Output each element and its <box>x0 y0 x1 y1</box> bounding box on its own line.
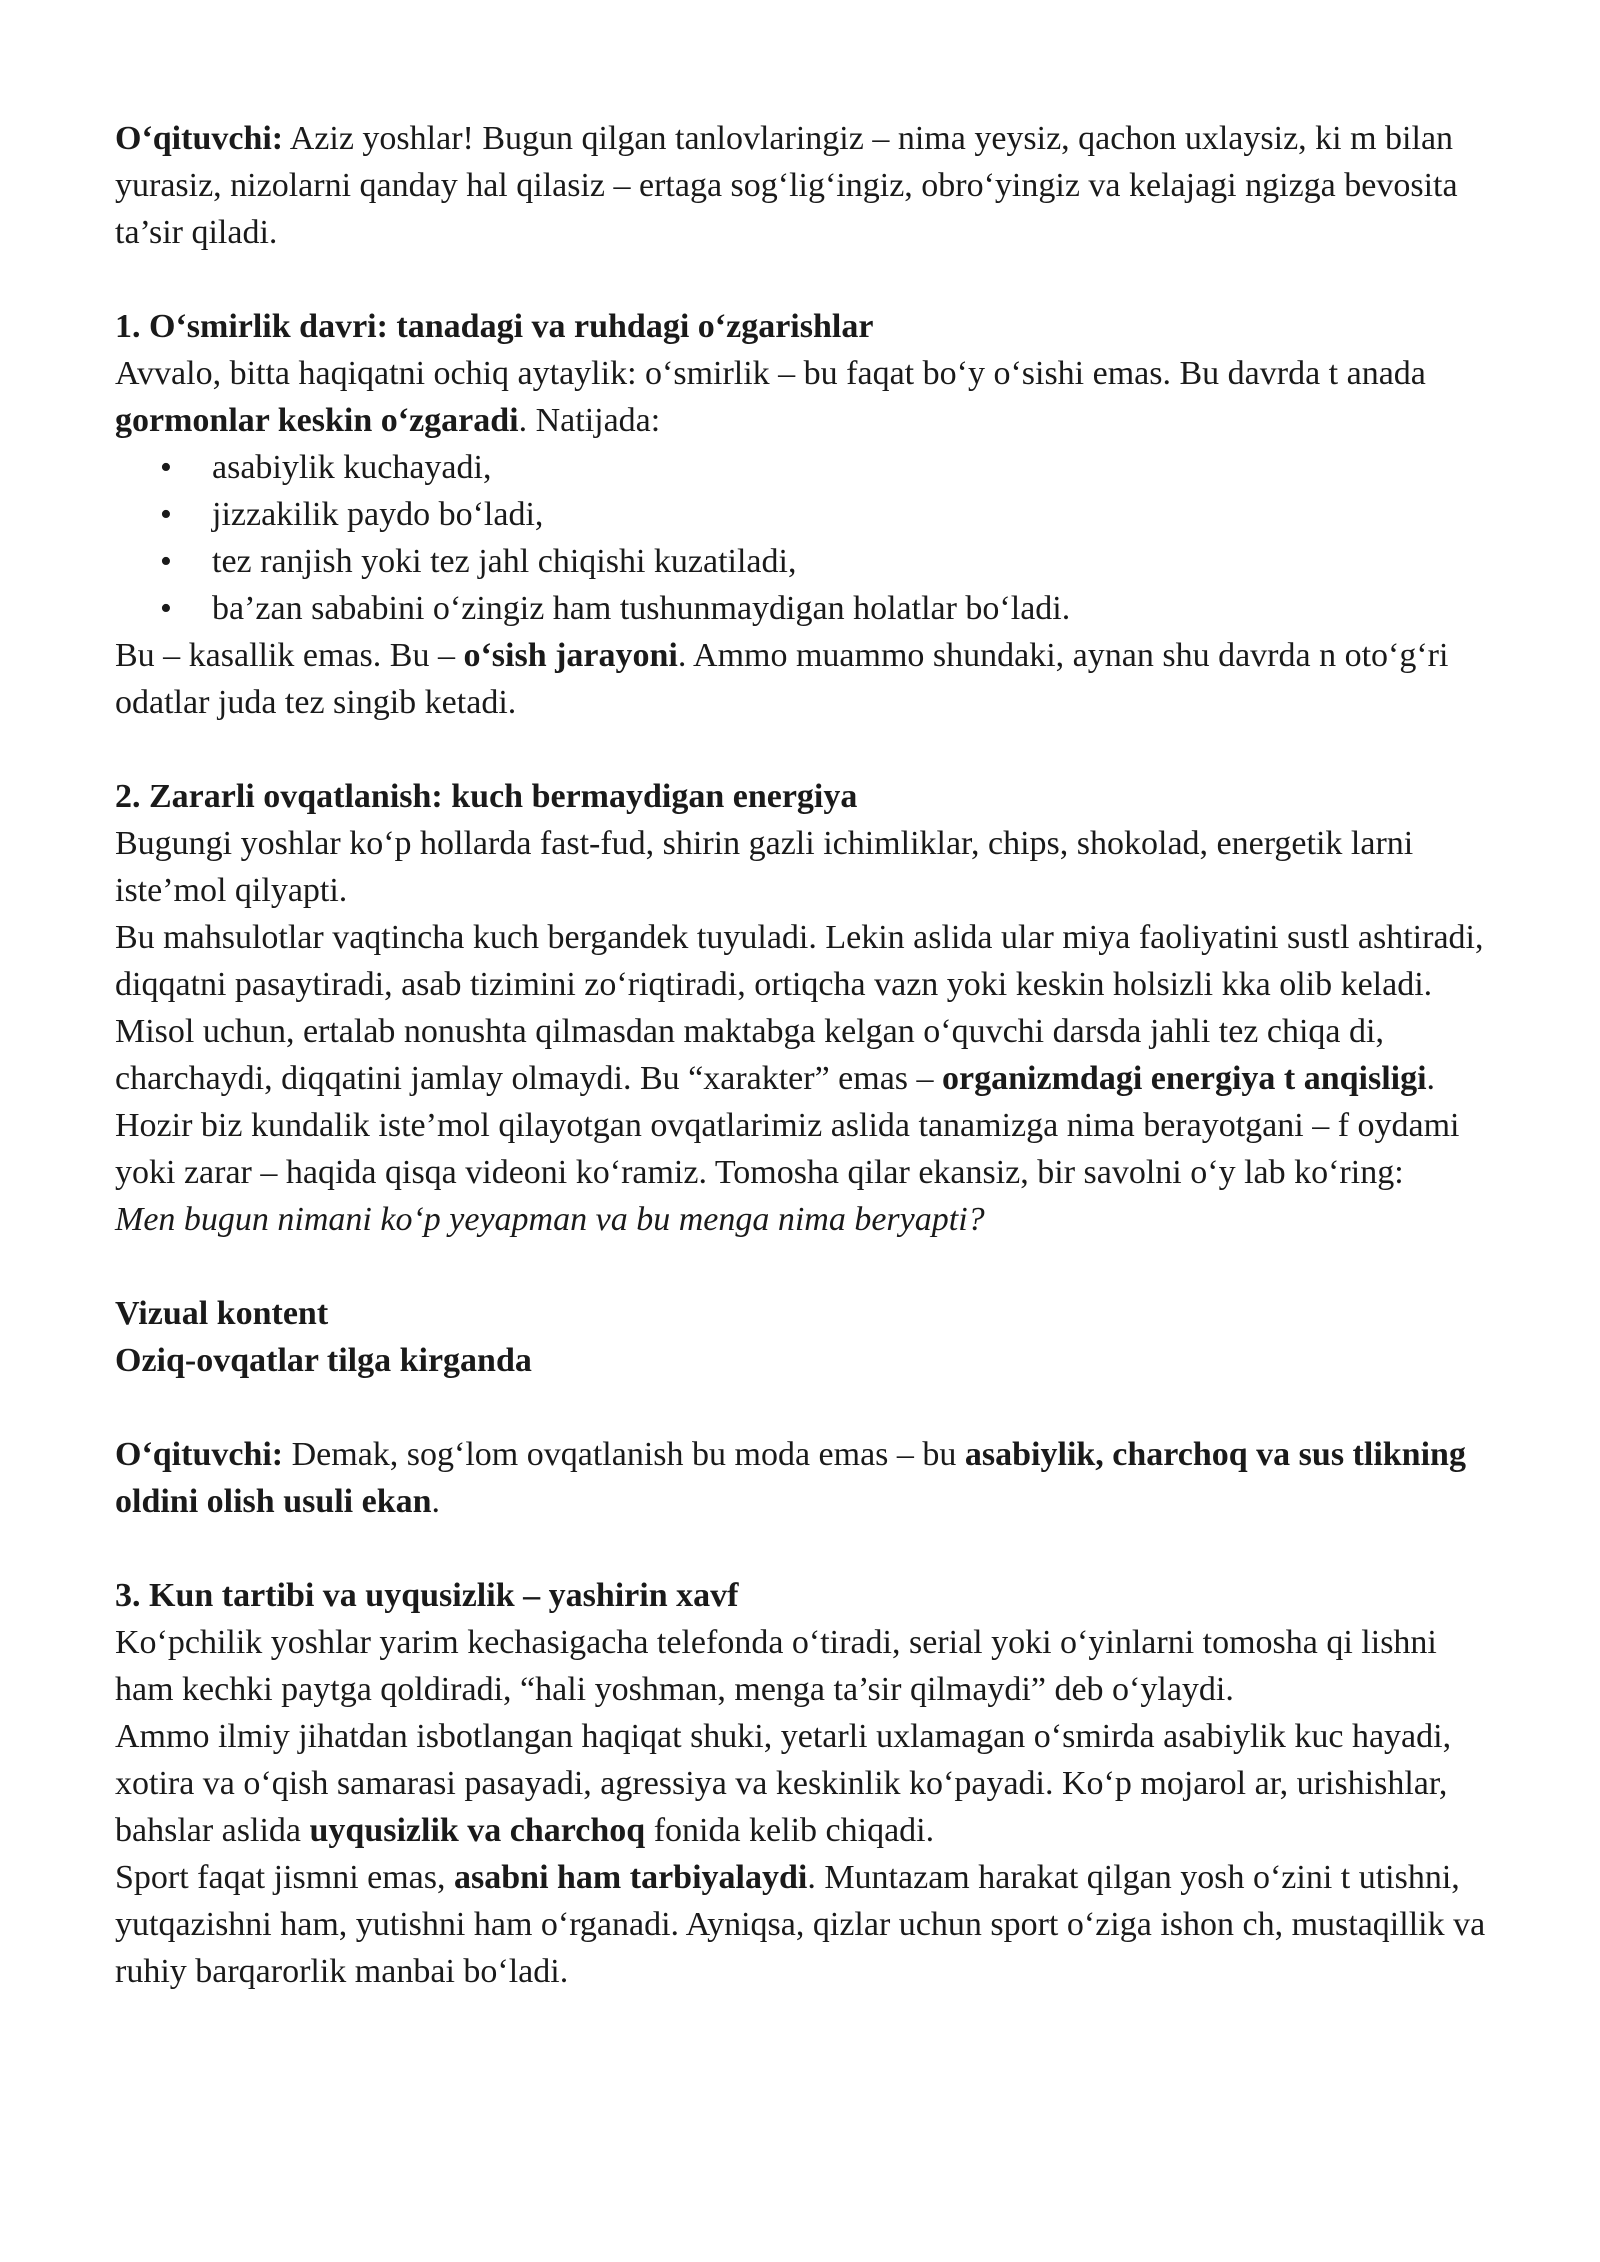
blank-line <box>115 1384 1500 1431</box>
teacher-conclusion-paragraph <box>115 1431 1500 1525</box>
paragraph-text: Misol uchun, ertalab nonushta qilmasdan maktabga kelgan o‘quvchi darsda jahli tez chiqa di, charchaydi, diqqatini jamlay olmaydi. Bu “xarakter” emas – <box>115 1013 1384 1097</box>
section-3-paragraph <box>115 1854 1500 1995</box>
symptom-list <box>115 444 1500 632</box>
heading-text: 1. O‘smirlik davri: tanadagi va ruhdagi o‘zgarishlar <box>115 308 874 345</box>
blank-line <box>115 1525 1500 1572</box>
list-item: • tez ranjish yoki tez jahl chiqishi kuzatiladi, <box>115 538 1500 585</box>
section-2-heading <box>115 773 1500 820</box>
paragraph-text: . Ammo muammo shundaki, aynan shu davrda n oto‘g‘ri odatlar juda tez singib ketadi. <box>115 637 1449 721</box>
section-2-paragraph: Bu mahsulotlar vaqtincha kuch bergandek tuyuladi. Lekin aslida ular miya faoliyatini sustl ashtiradi, diqqatni pasaytiradi, asab tizimini zo‘riqtiradi, ortiqcha vazn yoki keskin holsizli kka olib keladi. <box>115 919 1484 1003</box>
bold-phrase: uyqusizlik va charchoq <box>309 1812 646 1849</box>
paragraph-text: Aziz yoshlar! Bugun qilgan tanlovlaringiz – nima yeysiz, qachon uxlaysiz, ki m bilan yurasiz, nizolarni qanday hal qilasiz – ertaga sog‘lig‘ingiz, obro‘yingiz va kelajagi ngizga bevosita ta’sir qiladi. <box>115 120 1458 251</box>
visual-content-label <box>115 1290 1500 1337</box>
reflection-question <box>115 1196 1500 1243</box>
list-item: • jizzakilik paydo bo‘ladi, <box>115 491 1500 538</box>
bold-phrase: o‘sish jarayoni <box>463 637 678 674</box>
paragraph-text: . Natijada: <box>518 402 661 439</box>
section-2-example <box>115 1008 1500 1102</box>
speaker-label: O‘qituvchi: <box>115 1436 284 1473</box>
paragraph-text: . <box>1426 1060 1436 1097</box>
visual-content-title <box>115 1337 1500 1384</box>
paragraph-text: Ammo ilmiy jihatdan isbotlangan haqiqat shuki, yetarli uxlamagan o‘smirda asabiylik kuc hayadi, xotira va o‘qish samarasi pasayadi, agressiya va keskinlik ko‘payadi. Ko‘p mojarol ar, urishishlar, bahslar aslida <box>115 1718 1452 1849</box>
paragraph-text: Demak, sog‘lom ovqatlanish bu moda emas – bu <box>283 1436 965 1473</box>
blank-line <box>115 256 1500 303</box>
italic-question: Men bugun nimani ko‘p yeyapman va bu menga nima beryapti? <box>115 1201 985 1238</box>
bold-phrase: asabni ham tarbiyalaydi <box>454 1859 808 1896</box>
heading-text: 2. Zararli ovqatlanish: kuch bermaydigan energiya <box>115 778 858 815</box>
bold-phrase: organizmdagi energiya t anqisligi <box>942 1060 1427 1097</box>
heading-text: Oziq-ovqatlar tilga kirganda <box>115 1342 532 1379</box>
section-2-paragraph: Bugungi yoshlar ko‘p hollarda fast-fud, shirin gazli ichimliklar, chips, shokolad, energetik larni iste’mol qilyapti. <box>115 825 1414 909</box>
list-item: • ba’zan sababini o‘zingiz ham tushunmaydigan holatlar bo‘ladi. <box>115 585 1500 632</box>
heading-text: 3. Kun tartibi va uyqusizlik – yashirin xavf <box>115 1577 739 1614</box>
paragraph-text: Sport faqat jismni emas, <box>115 1859 455 1896</box>
heading-text: Vizual kontent <box>115 1295 329 1332</box>
section-3-heading <box>115 1572 1500 1619</box>
paragraph-text: Avvalo, bitta haqiqatni ochiq aytaylik: o‘smirlik – bu faqat bo‘y o‘sishi emas. Bu davrda t anada <box>115 355 1426 392</box>
paragraph-text: . <box>431 1483 441 1520</box>
list-item: • asabiylik kuchayadi, <box>115 444 1500 491</box>
section-1-heading <box>115 303 1500 350</box>
section-1-intro <box>115 350 1500 444</box>
teacher-intro-paragraph <box>115 115 1500 256</box>
paragraph-text: . Muntazam harakat qilgan yosh o‘zini t utishni, yutqazishni ham, yutishni ham o‘rganadi. Ayniqsa, qizlar uchun sport o‘ziga ishon ch, mustaqillik va ruhiy barqarorlik manbai bo‘ladi. <box>115 1859 1486 1990</box>
paragraph-text: Bu – kasallik emas. Bu – <box>115 637 464 674</box>
bold-phrase: asabiylik, charchoq va sus tlikning oldini olish usuli ekan <box>115 1436 1466 1520</box>
section-1-outro <box>115 632 1500 726</box>
section-2-paragraph: Hozir biz kundalik iste’mol qilayotgan ovqatlarimiz aslida tanamizga nima berayotgani – f oydami yoki zarar – haqida qisqa videoni ko‘ramiz. Tomosha qilar ekansiz, bir savolni o‘y lab ko‘ring: <box>115 1107 1460 1191</box>
blank-line <box>115 1243 1500 1290</box>
speaker-label: O‘qituvchi: <box>115 120 284 157</box>
bold-phrase: gormonlar keskin o‘zgaradi <box>115 402 519 439</box>
section-3-paragraph: Ko‘pchilik yoshlar yarim kechasigacha telefonda o‘tiradi, serial yoki o‘yinlarni tomosha qi lishni ham kechki paytga qoldiradi, “hali yoshman, menga ta’sir qilmaydi” deb o‘ylaydi. <box>115 1624 1437 1708</box>
blank-line <box>115 726 1500 773</box>
section-3-paragraph <box>115 1713 1500 1854</box>
paragraph-text: fonida kelib chiqadi. <box>645 1812 935 1849</box>
